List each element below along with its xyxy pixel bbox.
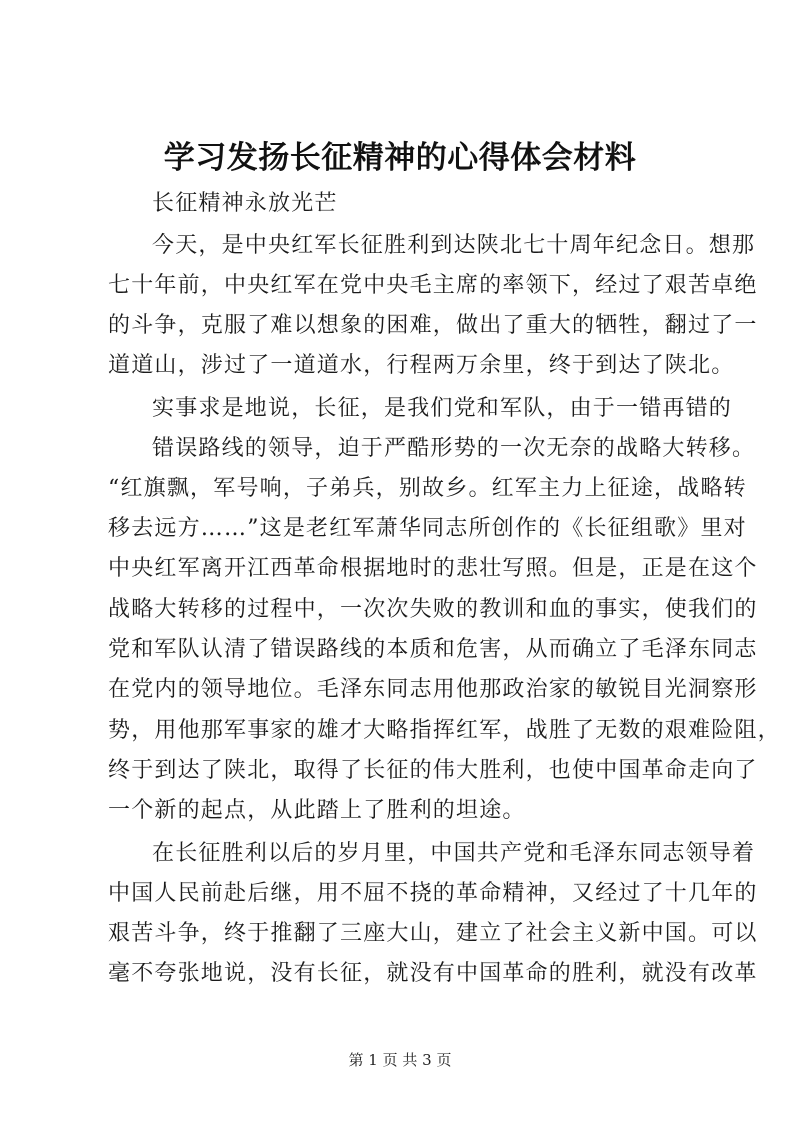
paragraph-line: 毫不夸张地说，没有长征，就没有中国革命的胜利，就没有改革 bbox=[108, 961, 758, 986]
page-number-footer: 第 1 页 共 3 页 bbox=[348, 1051, 452, 1069]
paragraph-line: 移去远方……”这是老红军萧华同志所创作的《长征组歌》里对 bbox=[108, 516, 747, 541]
paragraph-line: 势，用他那军事家的雄才大略指挥红军，战胜了无数的艰难险阻， bbox=[108, 718, 781, 743]
paragraph-line: 在长征胜利以后的岁月里，中国共产党和毛泽东同志领导着 bbox=[152, 841, 756, 866]
paragraph-line: 一个新的起点，从此踏上了胜利的坦途。 bbox=[108, 798, 526, 823]
paragraph-line: 终于到达了陕北，取得了长征的伟大胜利，也使中国革命走向了 bbox=[108, 758, 758, 783]
document-title: 学习发扬长征精神的心得体会材料 bbox=[163, 140, 637, 176]
paragraph-line: 在党内的领导地位。毛泽东同志用他那政治家的敏锐目光洞察形 bbox=[108, 677, 758, 702]
paragraph-line: 错误路线的领导，迫于严酷形势的一次无奈的战略大转移。 bbox=[152, 436, 756, 461]
paragraph-line: 今天，是中央红军长征胜利到达陕北七十周年纪念日。想那 bbox=[152, 233, 756, 258]
paragraph-line: 实事求是地说，长征，是我们党和军队，由于一错再错的 bbox=[152, 396, 733, 421]
paragraph-line: “红旗飘，军号响，子弟兵，别故乡。红军主力上征途，战略转 bbox=[108, 476, 747, 501]
paragraph-line: 的斗争，克服了难以想象的困难，做出了重大的牺牲，翻过了一 bbox=[108, 313, 758, 338]
paragraph-line: 道道山，涉过了一道道水，行程两万余里，终于到达了陕北。 bbox=[108, 353, 735, 378]
paragraph-line: 战略大转移的过程中，一次次失败的教训和血的事实，使我们的 bbox=[108, 597, 758, 622]
paragraph-line: 中国人民前赴后继，用不屈不挠的革命精神，又经过了十几年的 bbox=[108, 881, 758, 906]
document-subtitle: 长征精神永放光芒 bbox=[152, 191, 338, 216]
paragraph-line: 党和军队认清了错误路线的本质和危害，从而确立了毛泽东同志 bbox=[108, 637, 758, 662]
paragraph-line: 七十年前，中央红军在党中央毛主席的率领下，经过了艰苦卓绝 bbox=[108, 273, 758, 298]
paragraph-line: 艰苦斗争，终于推翻了三座大山，建立了社会主义新中国。可以 bbox=[108, 921, 758, 946]
paragraph-line: 中央红军离开江西革命根据地时的悲壮写照。但是，正是在这个 bbox=[108, 556, 758, 581]
